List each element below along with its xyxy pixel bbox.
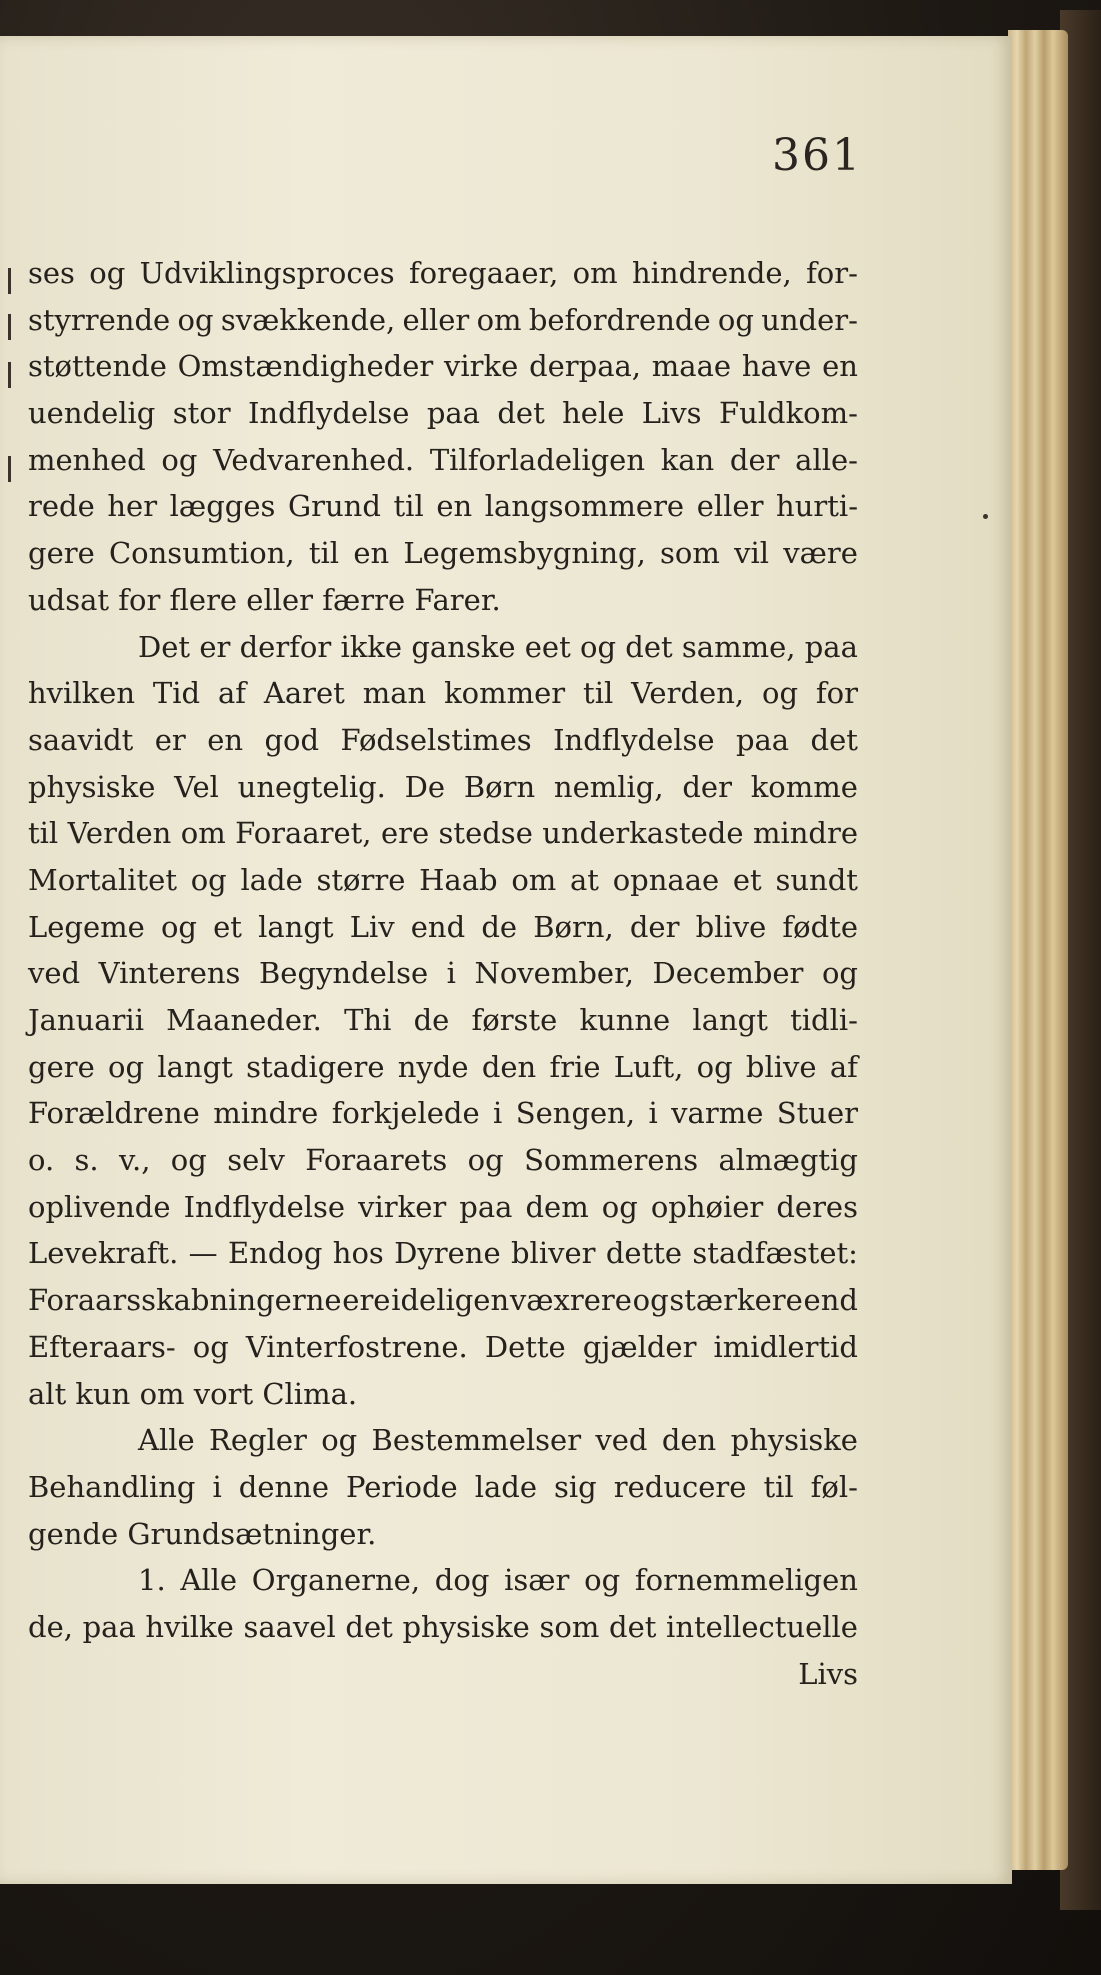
text-line: Alle Regler og Bestemmelser ved den physiske [138,1423,858,1458]
text-line: til Verden om Foraaret, ere stedse underkastede mindre [28,816,858,851]
text-line: Legeme og et langt Liv end de Børn, der blive fødte [28,909,858,944]
body-text [28,250,858,1697]
text-line: 1. Alle Organerne, dog især og fornemmeligen [138,1563,858,1598]
page-stack-edge [1008,30,1068,1870]
text-line: hvilken Tid af Aaret man kommer til Verden, og for [28,676,858,711]
text-line: gere og langt stadigere nyde den frie Luft, og blive af [28,1049,858,1084]
text-line: alt kun om vort Clima. [28,1376,358,1411]
text-line: menhed og Vedvarenhed. Tilforladeligen kan der alle- [28,442,858,477]
text-line: Det er derfor ikke ganske eet og det samme, paa [138,629,858,664]
margin-mark [8,268,11,294]
ink-speck [983,514,988,519]
page-number: 361 [772,130,862,181]
text-line: oplivende Indflydelse virker paa dem og ophøier deres [28,1189,858,1224]
text-line: Behandling i denne Periode lade sig reducere til føl- [28,1469,858,1504]
text-line: Januarii Maaneder. Thi de første kunne langt tidli- [28,1003,858,1037]
text-line: støttende Omstændigheder virke derpaa, maae have en [28,349,858,384]
text-line: Foraarsskabningerne ere ideligen væxrere og stærkere end [28,1283,858,1318]
text-line: udsat for flere eller færre Farer. [28,582,501,617]
margin-mark [8,362,11,388]
text-line: gende Grundsætninger. [28,1516,377,1551]
text-line: uendelig stor Indflydelse paa det hele Livs Fuldkom- [28,396,858,431]
margin-mark [8,314,11,340]
text-line: physiske Vel unegtelig. De Børn nemlig, der komme [28,769,858,804]
text-line: Forældrene mindre forkjelede i Sengen, i varme Stuer [28,1096,858,1131]
text-line: de, paa hvilke saavel det physiske som det intellectuelle [28,1609,858,1644]
text-line: Mortalitet og lade større Haab om at opnaae et sundt [28,862,858,897]
text-line: saavidt er en god Fødselstimes Indflydelse paa det [28,722,858,757]
text-line: o. s. v., og selv Foraarets og Sommerens almægtig [28,1143,858,1178]
text-line: Efteraars- og Vinterfostrene. Dette gjælder imidlertid [28,1329,858,1364]
text-line: ses og Udviklingsproces foregaaer, om hindrende, for- [28,256,858,290]
book-page [0,36,1012,1884]
margin-mark [8,456,11,482]
text-line: ved Vinterens Begyndelse i November, December og [28,956,858,991]
text-line: Livs [798,1656,858,1691]
text-line: rede her lægges Grund til en langsommere eller hurti- [28,489,858,524]
text-line: gere Consumtion, til en Legemsbygning, som vil være [28,536,858,571]
text-line: Levekraft. — Endog hos Dyrene bliver dette stadfæstet: [28,1236,858,1271]
text-line: styrrende og svækkende, eller om befordrende og under- [28,302,858,337]
